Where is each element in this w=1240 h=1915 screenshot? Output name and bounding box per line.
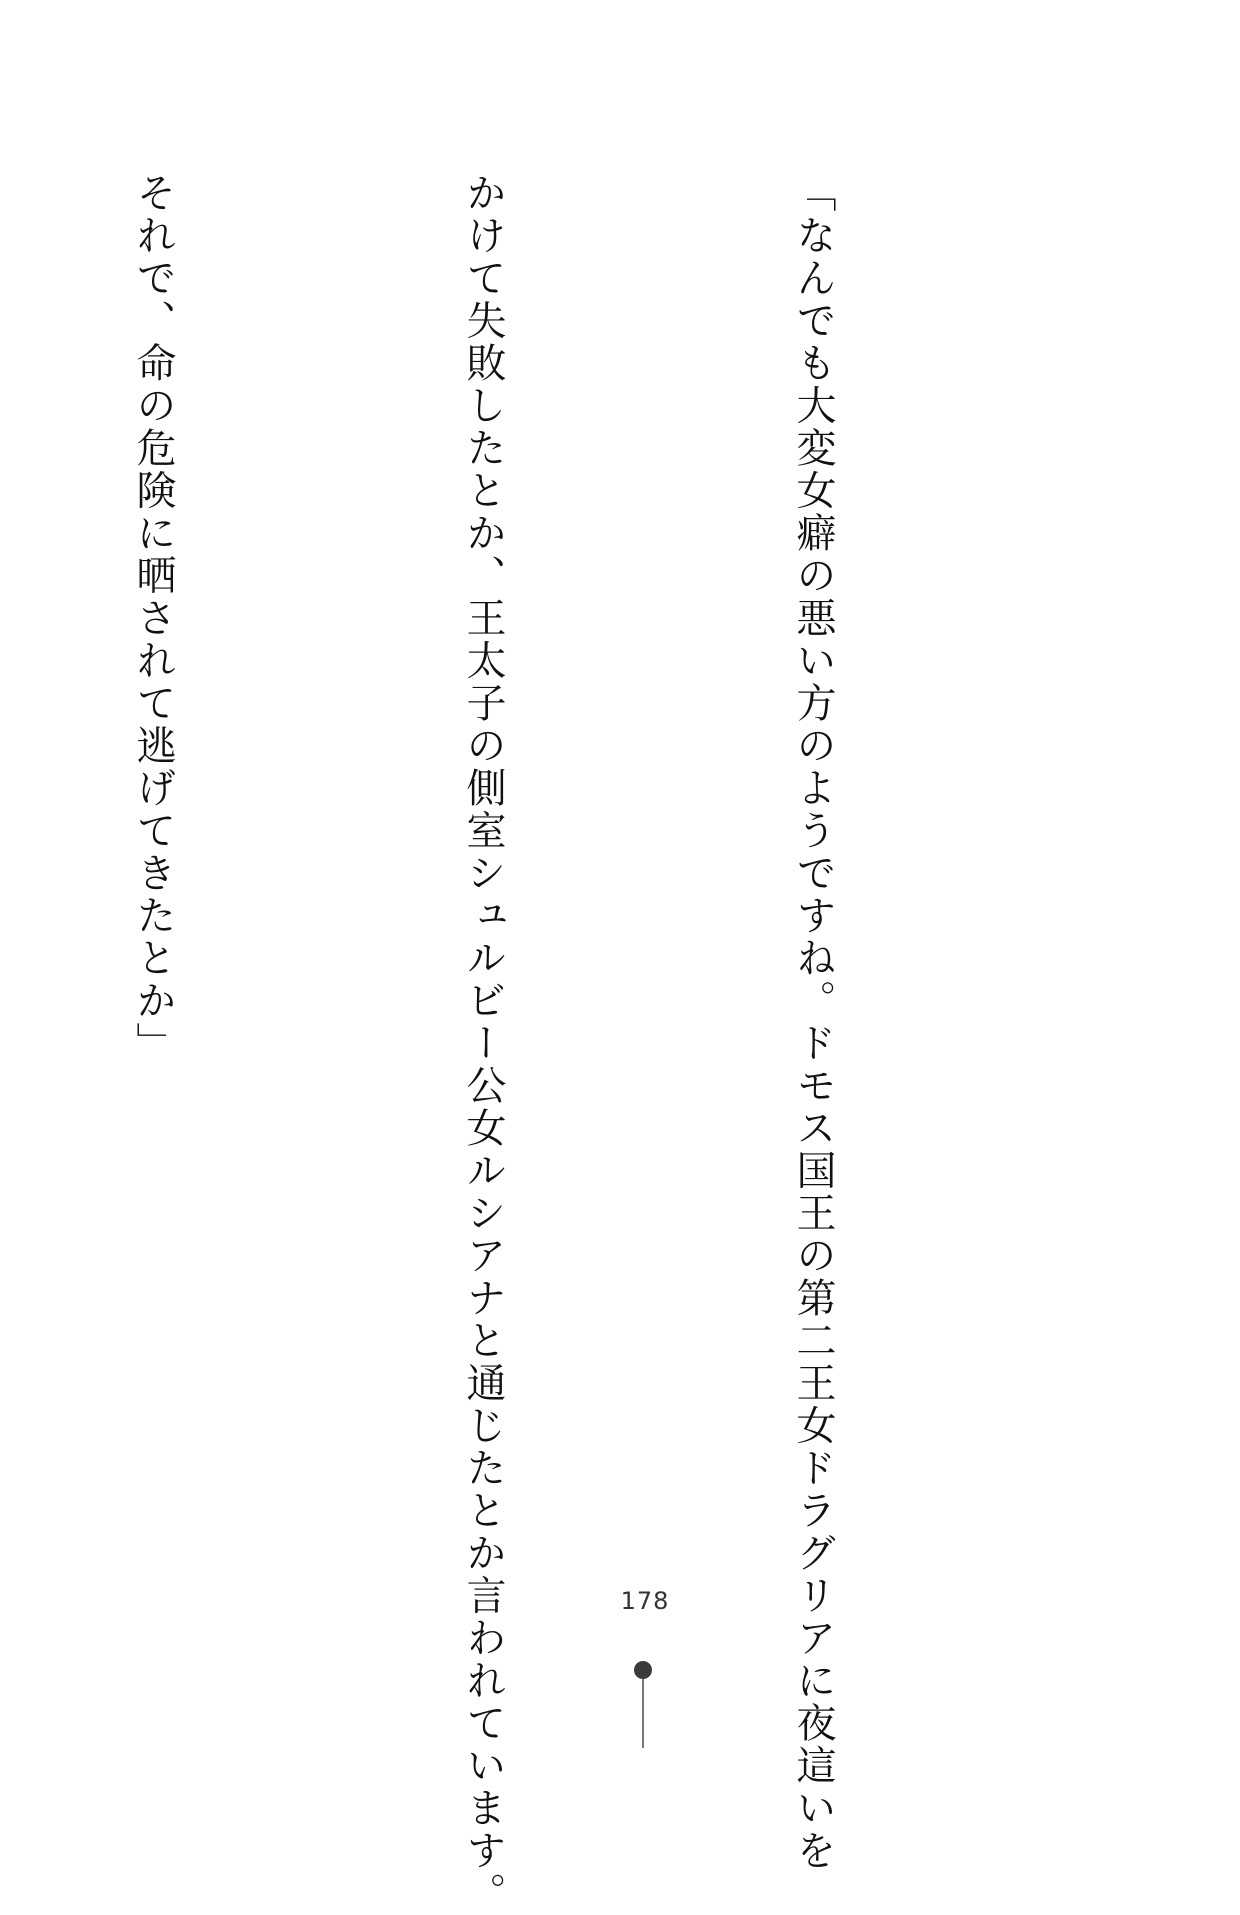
page-number: 178 [620, 1587, 670, 1615]
text-line: 「なんでも大変女癖の悪い方のようですね。ドモス国王の第二王女ドラグリアに夜這いを [790, 172, 836, 1872]
bookmark-line [642, 1679, 644, 1748]
bookmark-dot-icon [634, 1661, 652, 1679]
text-line: それで、命の危険に晒されて逃げてきたとか」 [130, 172, 176, 1065]
text-line: かけて失敗したとか、王太子の側室シュルビー公女ルシアナと通じたとか言われています。 [460, 172, 506, 1915]
